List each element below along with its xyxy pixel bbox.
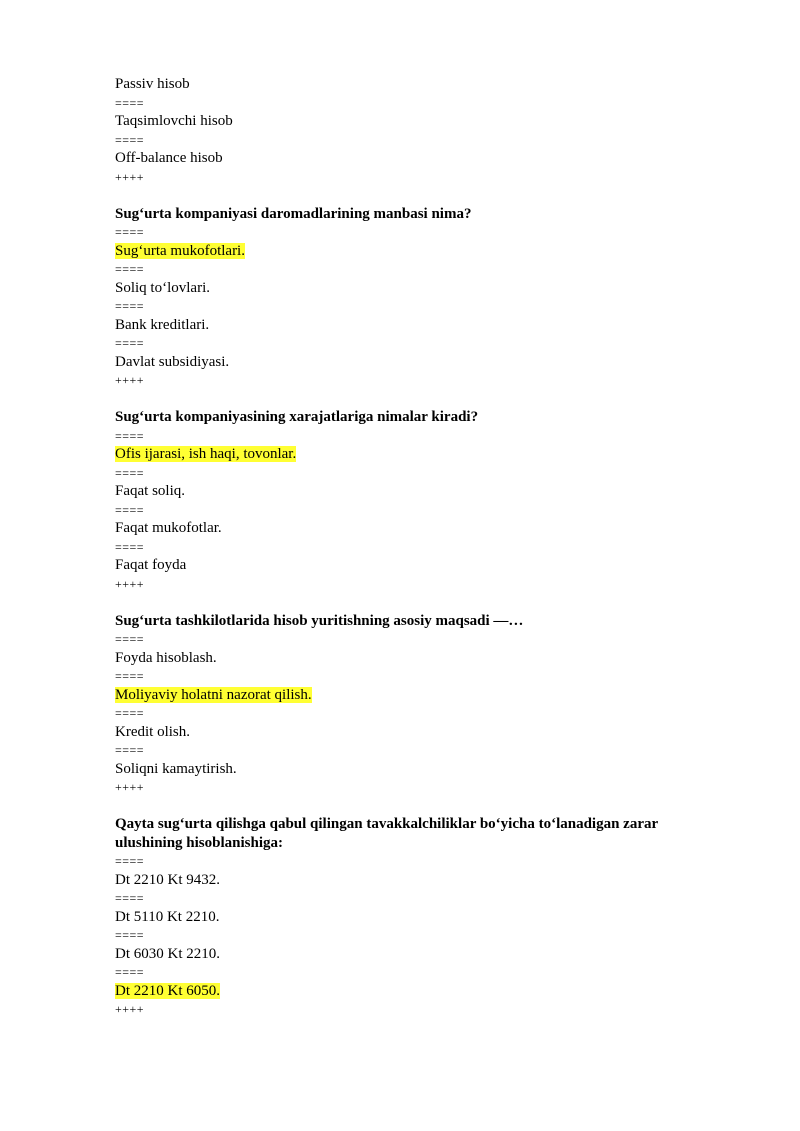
answer-option-line: [115, 871, 715, 890]
answer-option-line: [115, 445, 715, 464]
option-separator: ====: [115, 743, 145, 757]
option-separator: ====: [115, 502, 145, 517]
answer-option: Soliq to‘lovlari.: [115, 279, 210, 296]
lead-option-block: [115, 75, 715, 186]
correct-answer-option: Moliyaviy holatni nazorat qilish.: [115, 686, 312, 703]
option-separator: ====: [115, 632, 145, 646]
answer-option: Off-balance hisob: [115, 150, 223, 166]
option-separator: ====: [115, 891, 145, 905]
answer-option-line: [115, 649, 715, 668]
answer-option-line: [115, 945, 715, 964]
block-end-marker: ++++: [115, 1002, 145, 1016]
correct-answer-option: Dt 2210 Kt 6050.: [115, 982, 220, 999]
option-separator: ====: [115, 669, 145, 683]
question-block: [115, 612, 715, 797]
correct-answer-option: Sug‘urta mukofotlari.: [115, 242, 245, 259]
block-end-marker: ++++: [115, 169, 145, 184]
answer-option-line: [115, 760, 715, 779]
option-separator: ====: [115, 854, 145, 868]
answer-option-line: [115, 686, 715, 705]
question-block: [115, 408, 715, 593]
option-separator: ====: [115, 928, 145, 942]
question-text: Sug‘urta kompaniyasining xarajatlariga nimalar kiradi?: [115, 409, 479, 425]
block-end-marker: ++++: [115, 373, 145, 387]
answer-option-line: [115, 316, 715, 335]
answer-option: Dt 6030 Kt 2210.: [115, 945, 220, 962]
answer-option: Passiv hisob: [115, 76, 190, 92]
document-page: [115, 75, 715, 1019]
answer-option: Faqat foyda: [115, 557, 187, 573]
answer-option-line: [115, 149, 715, 168]
question-list: [115, 205, 715, 1019]
block-end-marker: ++++: [115, 780, 145, 794]
answer-option: Bank kreditlari.: [115, 316, 210, 333]
answer-option: Kredit olish.: [115, 723, 190, 740]
answer-option: Soliqni kamaytirish.: [115, 760, 237, 777]
option-separator: ====: [115, 965, 145, 979]
question-block: [115, 205, 715, 390]
question-text: Qayta sug‘urta qilishga qabul qilingan tavakkalchiliklar bo‘yicha to‘lanadigan zarar ulushining hisoblanishiga:: [115, 816, 658, 851]
option-separator: ====: [115, 262, 145, 276]
question-block: [115, 815, 715, 1019]
answer-option-line: [115, 908, 715, 927]
answer-option: Dt 5110 Kt 2210.: [115, 908, 220, 925]
option-separator: ====: [115, 95, 145, 110]
option-separator: ====: [115, 539, 145, 554]
option-separator: ====: [115, 225, 145, 239]
option-separator: ====: [115, 706, 145, 720]
question-text: Sug‘urta tashkilotlarida hisob yuritishning asosiy maqsadi —…: [115, 612, 524, 629]
option-separator: ====: [115, 132, 145, 147]
answer-option-line: [115, 242, 715, 261]
correct-answer-option: Ofis ijarasi, ish haqi, tovonlar.: [115, 446, 297, 462]
answer-option: Faqat soliq.: [115, 483, 185, 499]
option-separator: ====: [115, 428, 145, 443]
answer-option-line: [115, 279, 715, 298]
answer-option: Faqat mukofotlar.: [115, 520, 222, 536]
answer-option: Davlat subsidiyasi.: [115, 353, 230, 370]
answer-option-line: [115, 982, 715, 1001]
option-separator: ====: [115, 336, 145, 350]
answer-option-line: [115, 723, 715, 742]
answer-option-line: [115, 519, 715, 538]
answer-option-line: [115, 482, 715, 501]
question-text: Sug‘urta kompaniyasi daromadlarining manbasi nima?: [115, 205, 472, 222]
answer-option: Dt 2210 Kt 9432.: [115, 871, 220, 888]
block-end-marker: ++++: [115, 576, 145, 591]
answer-option-line: [115, 112, 715, 131]
option-separator: ====: [115, 299, 145, 313]
answer-option-line: [115, 75, 715, 94]
answer-option: Foyda hisoblash.: [115, 649, 217, 666]
answer-option-line: [115, 556, 715, 575]
answer-option-line: [115, 353, 715, 372]
answer-option: Taqsimlovchi hisob: [115, 113, 233, 129]
option-separator: ====: [115, 465, 145, 480]
